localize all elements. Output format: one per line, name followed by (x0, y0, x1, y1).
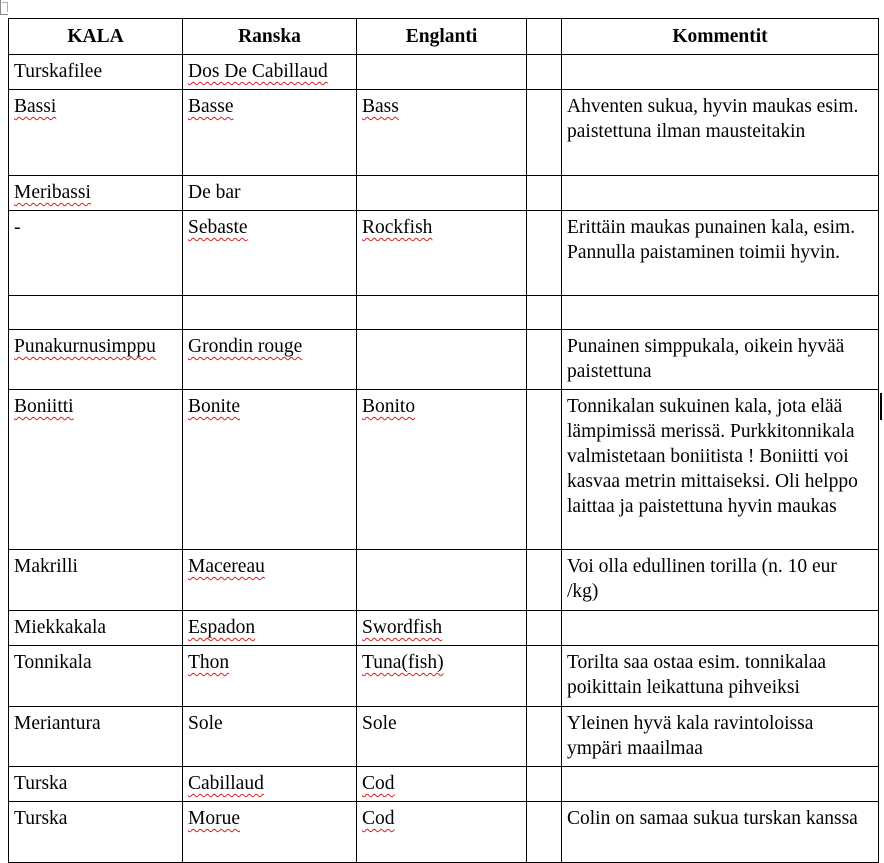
header-englanti[interactable]: Englanti (357, 19, 527, 55)
cell-extra[interactable] (527, 55, 562, 90)
cell-kala[interactable]: Punakurnusimppu (9, 330, 183, 390)
table-row (9, 90, 879, 176)
cell-englanti[interactable]: Cod (357, 802, 527, 863)
cell-kommentit[interactable]: Erittäin maukas punainen kala, esim. Pannulla paistaminen toimii hyvin. (562, 211, 879, 296)
cell-extra[interactable] (527, 646, 562, 707)
cell-kala[interactable]: Turska (9, 767, 183, 802)
cell-extra[interactable] (527, 767, 562, 802)
fish-names-table (8, 18, 879, 863)
cell-kala[interactable] (9, 296, 183, 330)
cell-kommentit[interactable] (562, 296, 879, 330)
cell-kommentit[interactable] (562, 611, 879, 646)
cell-ranska[interactable]: Macereau (183, 550, 357, 611)
cell-ranska[interactable]: Espadon (183, 611, 357, 646)
cell-extra[interactable] (527, 211, 562, 296)
cell-ranska[interactable]: De bar (183, 176, 357, 211)
cell-kommentit[interactable] (562, 767, 879, 802)
cell-kala[interactable]: - (9, 211, 183, 296)
cell-kommentit[interactable]: Ahventen sukua, hyvin maukas esim. paistettuna ilman mausteitakin (562, 90, 879, 176)
cell-kala[interactable]: Turskafilee (9, 55, 183, 90)
cell-ranska[interactable]: Grondin rouge (183, 330, 357, 390)
table-row (9, 55, 879, 90)
table-row (9, 330, 879, 390)
table-row (9, 176, 879, 211)
cell-kala[interactable]: Tonnikala (9, 646, 183, 707)
cell-kommentit[interactable]: Voi olla edullinen torilla (n. 10 eur /kg) (562, 550, 879, 611)
cell-extra[interactable] (527, 707, 562, 767)
cell-kommentit[interactable] (562, 55, 879, 90)
cell-ranska[interactable]: Morue (183, 802, 357, 863)
cell-kommentit[interactable]: Punainen simppukala, oikein hyvää paistettuna (562, 330, 879, 390)
text-cursor (880, 393, 882, 420)
table-row (9, 550, 879, 611)
table-row (9, 707, 879, 767)
table-row (9, 646, 879, 707)
table-row (9, 296, 879, 330)
cell-extra[interactable] (527, 611, 562, 646)
cell-englanti[interactable]: Bonito (357, 390, 527, 550)
cell-englanti[interactable] (357, 55, 527, 90)
cell-ranska[interactable]: Bonite (183, 390, 357, 550)
table-row (9, 390, 879, 550)
text-boundary-marker (0, 0, 8, 15)
cell-kala[interactable]: Bassi (9, 90, 183, 176)
cell-englanti[interactable]: Tuna(fish) (357, 646, 527, 707)
cell-englanti[interactable] (357, 550, 527, 611)
cell-kala[interactable]: Turska (9, 802, 183, 863)
cell-kommentit[interactable] (562, 176, 879, 211)
cell-ranska[interactable]: Thon (183, 646, 357, 707)
cell-ranska[interactable]: Basse (183, 90, 357, 176)
cell-englanti[interactable]: Sole (357, 707, 527, 767)
cell-kala[interactable]: Miekkakala (9, 611, 183, 646)
cell-englanti[interactable]: Swordfish (357, 611, 527, 646)
cell-ranska[interactable]: Sebaste (183, 211, 357, 296)
cell-extra[interactable] (527, 296, 562, 330)
header-kommentit[interactable]: Kommentit (562, 19, 879, 55)
header-empty[interactable] (527, 19, 562, 55)
table-row (9, 211, 879, 296)
cell-kommentit[interactable]: Tonnikalan sukuinen kala, jota elää lämpimissä merissä. Purkkitonnikala valmistetaan boniitista ! Boniitti voi kasvaa metrin mittaiseksi. Oli helppo laittaa ja paistettuna hyvin maukas (562, 390, 879, 550)
cell-kommentit[interactable]: Colin on samaa sukua turskan kanssa (562, 802, 879, 863)
cell-ranska[interactable]: Cabillaud (183, 767, 357, 802)
cell-ranska[interactable]: Sole (183, 707, 357, 767)
cell-extra[interactable] (527, 330, 562, 390)
cell-kala[interactable]: Meribassi (9, 176, 183, 211)
cell-englanti[interactable]: Cod (357, 767, 527, 802)
header-kala[interactable]: KALA (9, 19, 183, 55)
cell-extra[interactable] (527, 390, 562, 550)
cell-kala[interactable]: Meriantura (9, 707, 183, 767)
cell-kommentit[interactable]: Torilta saa ostaa esim. tonnikalaa poikittain leikattuna pihveiksi (562, 646, 879, 707)
header-ranska[interactable]: Ranska (183, 19, 357, 55)
table-row (9, 611, 879, 646)
table-header-row (9, 19, 879, 55)
cell-ranska[interactable]: Dos De Cabillaud (183, 55, 357, 90)
table-row (9, 802, 879, 863)
table-row (9, 767, 879, 802)
cell-kala[interactable]: Boniitti (9, 390, 183, 550)
cell-extra[interactable] (527, 176, 562, 211)
cell-kommentit[interactable]: Yleinen hyvä kala ravintoloissa ympäri maailmaa (562, 707, 879, 767)
cell-englanti[interactable]: Bass (357, 90, 527, 176)
cell-ranska[interactable] (183, 296, 357, 330)
cell-kala[interactable]: Makrilli (9, 550, 183, 611)
cell-extra[interactable] (527, 90, 562, 176)
cell-englanti[interactable] (357, 330, 527, 390)
cell-englanti[interactable]: Rockfish (357, 211, 527, 296)
cell-extra[interactable] (527, 802, 562, 863)
cell-extra[interactable] (527, 550, 562, 611)
cell-englanti[interactable] (357, 296, 527, 330)
cell-englanti[interactable] (357, 176, 527, 211)
